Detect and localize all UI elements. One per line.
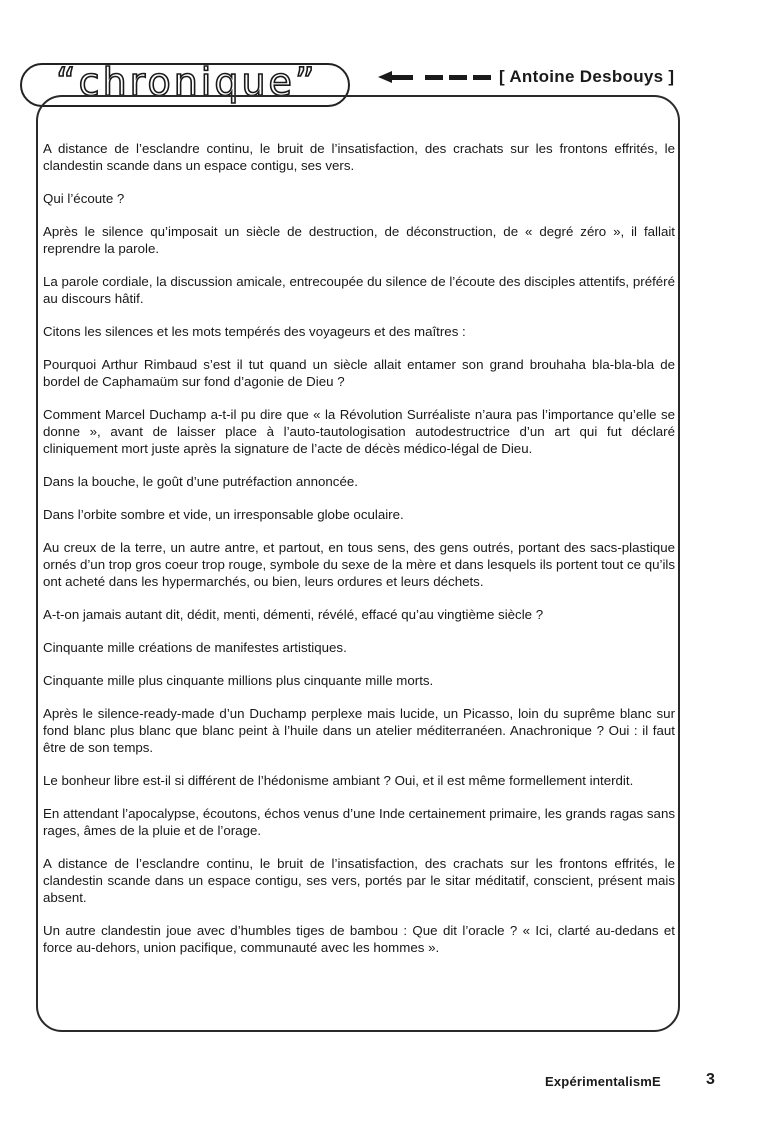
paragraph: Au creux de la terre, un autre antre, et partout, en tous sens, des gens outrés, portant des sacs-plastique ornés d’un trop gros coeur trop rouge, symbole du sexe de la mère et dans lesquels ils portent tout ce qu’ils ont acheté dans les hypermarchés, ou bien, leurs ordures et leurs déchets. (43, 540, 675, 589)
dash-decoration (473, 75, 491, 80)
paragraph: Qui l’écoute ? (43, 191, 125, 206)
left-arrow-icon (378, 71, 413, 83)
paragraph: Pourquoi Arthur Rimbaud s’est il tut quand un siècle allait entamer son grand brouhaha bla-bla-bla de bordel de Caphamaüm sur fond d’agonie de Dieu ? (43, 357, 675, 389)
author-line (378, 64, 674, 90)
paragraph: Le bonheur libre est-il si différent de l’hédonisme ambiant ? Oui, et il est même formellement interdit. (43, 773, 634, 788)
paragraph: Comment Marcel Duchamp a-t-il pu dire que « la Révolution Surréaliste n’aura pas l’importance qu’elle se donne », avant de laisser place à l’auto-tautologisation autodestructrice d’un art qui fut déclaré cliniquement mort juste après la signature de l’acte de décès médico-légal de Dieu. (43, 407, 675, 456)
paragraph: Dans l’orbite sombre et vide, un irresponsable globe oculaire. (43, 507, 404, 522)
paragraph: Citons les silences et les mots tempérés des voyageurs et des maîtres : (43, 324, 466, 339)
paragraph: La parole cordiale, la discussion amicale, entrecoupée du silence de l’écoute des disciples attentifs, préféré au discours hâtif. (43, 274, 675, 306)
magazine-name: ExpérimentalismE (545, 1074, 661, 1089)
author-name: [ Antoine Desbouys ] (499, 67, 675, 86)
paragraph: Cinquante mille créations de manifestes artistiques. (43, 640, 347, 655)
dash-decoration (425, 75, 443, 80)
paragraph: Après le silence qu’imposait un siècle de destruction, de déconstruction, de « degré zéro », il fallait reprendre la parole. (43, 224, 675, 256)
paragraph: En attendant l’apocalypse, écoutons, échos venus d’une Inde certainement primaire, les grands ragas sans rages, âmes de la pluie et de l’orage. (43, 806, 675, 838)
page-number: 3 (706, 1071, 715, 1088)
paragraph: Après le silence-ready-made d’un Duchamp perplexe mais lucide, un Picasso, loin du suprême blanc sur fond blanc plus blanc que blanc peint à l’huile dans un atelier méditerranéen. Anachronique ? Oui : il faut être de son temps. (43, 706, 675, 755)
dash-decoration (449, 75, 467, 80)
paragraph: A distance de l’esclandre continu, le bruit de l’insatisfaction, des crachats sur les frontons effrités, le clandestin scande dans un espace contigu, ses vers, portés par le sitar méditatif, conscient, présent mais absent. (43, 856, 675, 905)
article-body (43, 140, 675, 972)
paragraph: Cinquante mille plus cinquante millions plus cinquante mille morts. (43, 673, 434, 688)
paragraph: A distance de l’esclandre continu, le bruit de l’insatisfaction, des crachats sur les frontons effrités, le clandestin scande dans un espace contigu, ses vers. (43, 141, 675, 173)
paragraph: A-t-on jamais autant dit, dédit, menti, démenti, révélé, effacé qu’au vingtième siècle ? (43, 607, 544, 622)
paragraph: Un autre clandestin joue avec d’humbles tiges de bambou : Que dit l’oracle ? « Ici, clarté au-dedans et force au-dehors, union pacifique, communauté avec les hommes ». (43, 923, 675, 955)
section-title: “chronique” (56, 60, 318, 104)
paragraph: Dans la bouche, le goût d’une putréfaction annoncée. (43, 474, 358, 489)
